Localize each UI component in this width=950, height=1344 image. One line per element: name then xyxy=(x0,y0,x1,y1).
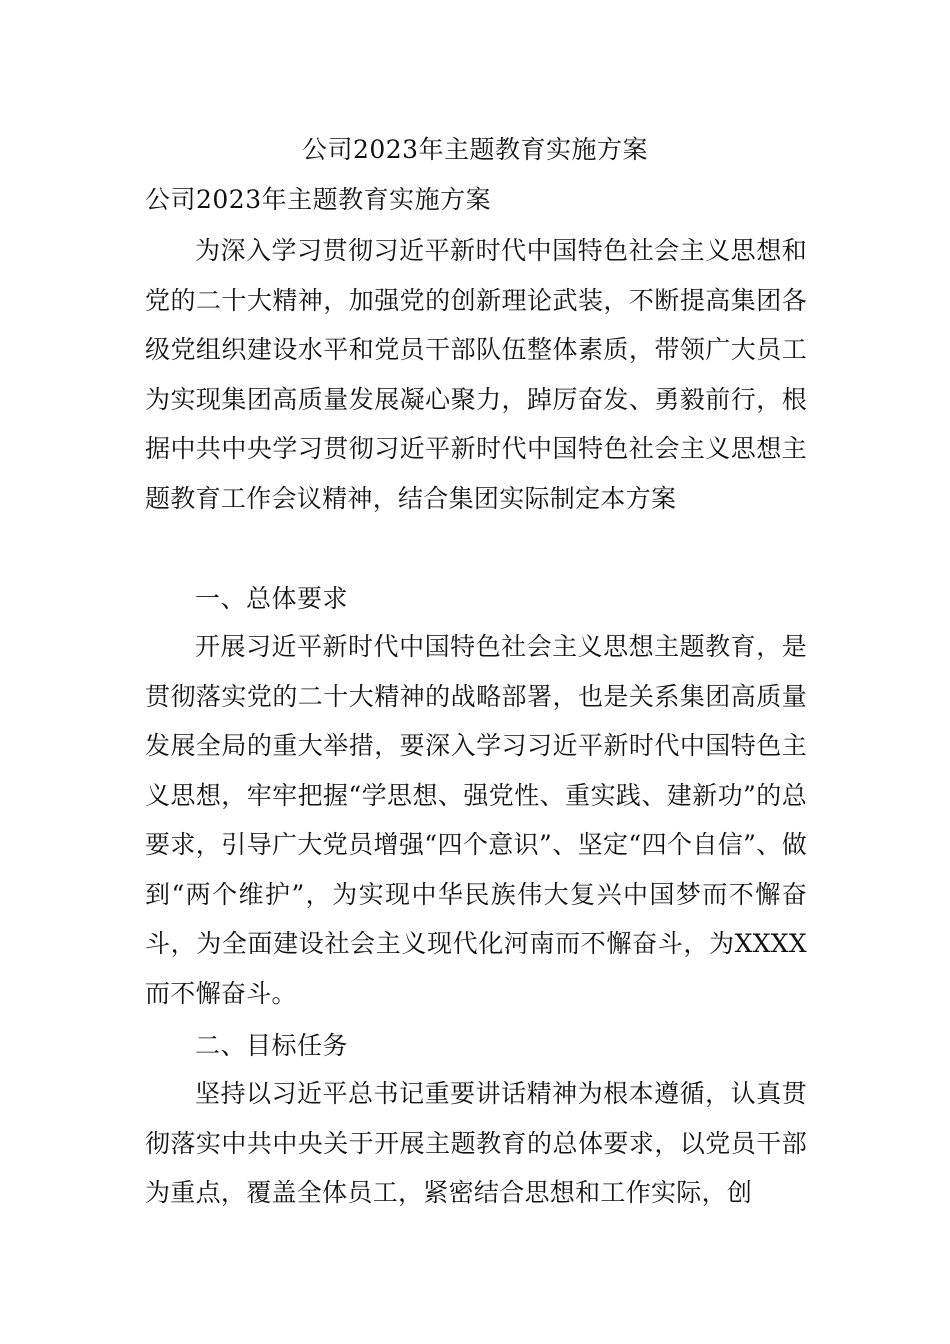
section-paragraph-general-requirements: 开展习近平新时代中国特色社会主义思想主题教育，是贯彻落实党的二十大精神的战略部署，也是关系集团高质量发展全局的重大举措，要深入学习习近平新时代中国特色主义思想，牢牢把握“学思想、强党性、重实践、建新功”的总要求，引导广大党员增强“四个意识”、坚定“四个自信”、做到“两个维护”，为实现中华民族伟大复兴中国梦而不懈奋斗，为全面建设社会主义现代化河南而不懈奋斗，为XXXX而不懈奋斗。 xyxy=(145,632,807,1008)
section-paragraph-goals-tasks: 坚持以习近平总书记重要讲话精神为根本遵循，认真贯彻落实中共中央关于开展主题教育的总体要求，以党员干部为重点，覆盖全体员工，紧密结合思想和工作实际，创 xyxy=(145,1079,807,1207)
document-subtitle: 公司2023年主题教育实施方案 xyxy=(145,185,492,214)
intro-paragraph: 为深入学习贯彻习近平新时代中国特色社会主义思想和党的二十大精神，加强党的创新理论武装，不断提高集团各级党组织建设水平和党员干部队伍整体素质，带领广大员工为实现集团高质量发展凝心聚力，踔厉奋发、勇毅前行，根据中共中央学习贯彻习近平新时代中国特色社会主义思想主题教育工作会议精神，结合集团实际制定本方案 xyxy=(145,236,807,513)
section-heading-general-requirements: 一、总体要求 xyxy=(195,584,349,613)
document-title: 公司2023年主题教育实施方案 xyxy=(301,135,649,164)
section-heading-goals-tasks: 二、目标任务 xyxy=(195,1031,349,1060)
